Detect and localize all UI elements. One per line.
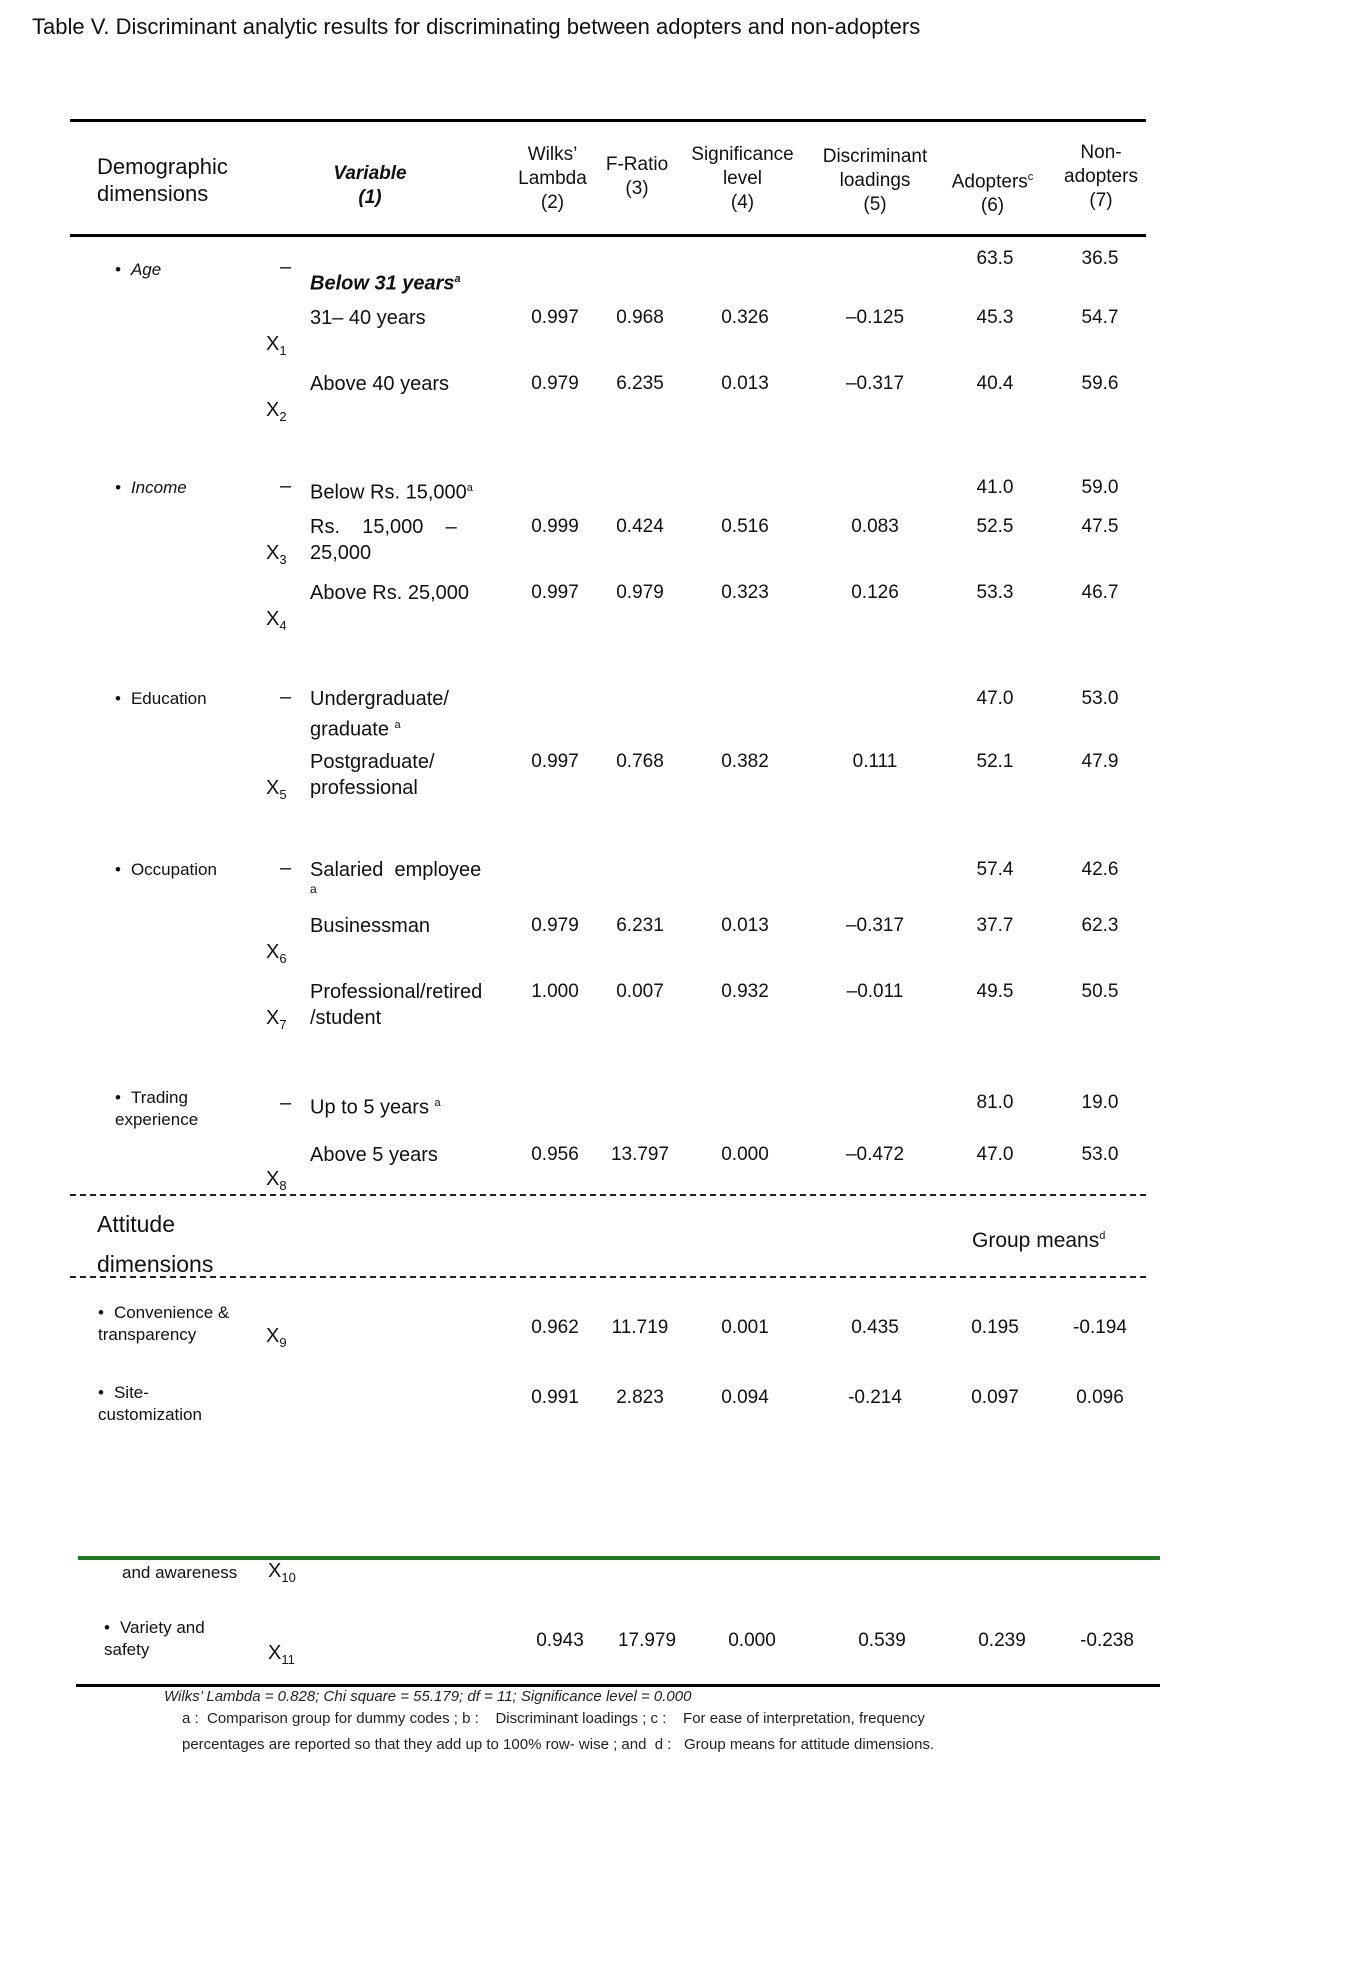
disc-cell: 0.083	[851, 516, 899, 537]
sig-cell: 0.326	[721, 307, 769, 328]
non-adopters-cell: 0.096	[1076, 1387, 1124, 1408]
f-cell: 0.424	[616, 516, 664, 537]
sig-cell: 0.323	[721, 582, 769, 603]
variable-label: Rs. 15,000 – 25,000	[310, 516, 457, 564]
table-title: Table V. Discriminant analytic results for discriminating between adopters and non-adopters	[32, 14, 921, 39]
footnote-stats: Wilks’ Lambda = 0.828; Chi square = 55.179; df = 11; Significance level = 0.000	[164, 1688, 692, 1705]
sig-cell: 0.382	[721, 751, 769, 772]
dimension-occupation: • Occupation	[115, 859, 217, 881]
dimension-education: • Education	[115, 688, 207, 710]
adopters-cell: 49.5	[976, 981, 1014, 1002]
adopters-cell: 57.4	[976, 859, 1014, 880]
dimension-age: • Age	[115, 259, 161, 281]
footnote-line-3: percentages are reported so that they add up to 100% row- wise ; and d : Group means for attitude dimensions.	[182, 1736, 935, 1753]
disc-cell: –0.317	[845, 915, 905, 936]
dimension-convenience: • Convenience & transparency	[98, 1302, 258, 1346]
x-label: $X_{10}$	[268, 1560, 296, 1585]
adopters-cell: 0.195	[971, 1317, 1019, 1338]
x-label: $X_1$	[266, 333, 287, 358]
x-label: $X_3$	[266, 542, 287, 567]
variable-label: Above 40 years	[310, 373, 449, 395]
variable-label: Above Rs. 25,000	[310, 582, 469, 604]
header-f-ratio: F-Ratio (3)	[605, 154, 669, 199]
header-wilks: Wilks’ Lambda (2)	[518, 144, 587, 213]
sig-cell: 0.932	[721, 981, 769, 1002]
non-adopters-cell: 19.0	[1081, 1092, 1119, 1113]
f-cell: 0.007	[616, 981, 664, 1002]
variable-label: Undergraduate/ graduate $^a$	[310, 688, 449, 741]
disc-cell: -0.214	[848, 1387, 902, 1408]
header-demographic: Demographic dimensions	[97, 154, 228, 206]
adopters-cell: 0.239	[978, 1630, 1026, 1651]
sig-cell: 0.000	[728, 1630, 776, 1651]
disc-cell: 0.111	[852, 751, 898, 772]
f-cell: 2.823	[616, 1387, 664, 1408]
variable-label: Businessman	[310, 915, 431, 937]
header-variable: Variable (1)	[333, 163, 407, 208]
header-rule	[70, 234, 1146, 237]
non-adopters-cell: 62.3	[1081, 915, 1119, 936]
wilks-cell: 0.962	[531, 1317, 579, 1338]
disc-cell: 0.435	[851, 1317, 899, 1338]
disc-cell: 0.539	[858, 1630, 906, 1651]
dimension-trading-experience: • Trading experience	[115, 1087, 255, 1131]
adopters-cell: 40.4	[976, 373, 1014, 394]
variable-label: Salaried employee a	[310, 859, 482, 896]
wilks-cell: 0.943	[536, 1630, 584, 1651]
header-discriminant: Discriminant loadings (5)	[822, 146, 928, 215]
sig-cell: 0.094	[721, 1387, 769, 1408]
non-adopters-cell: -0.194	[1073, 1317, 1127, 1338]
adopters-cell: 63.5	[976, 248, 1014, 269]
sig-cell: 0.013	[721, 915, 769, 936]
footnote-line-2: a : Comparison group for dummy codes ; b : Discriminant loadings ; c : For ease of interpretation, frequency	[182, 1710, 925, 1727]
variable-label: 31– 40 years	[310, 307, 426, 329]
non-adopters-cell: 47.5	[1081, 516, 1119, 537]
x-label: $X_{11}$	[268, 1642, 295, 1667]
x-label: $X_8$	[266, 1168, 287, 1193]
non-adopters-cell: 42.6	[1081, 859, 1119, 880]
bottom-rule	[76, 1684, 1160, 1687]
non-adopters-cell: 53.0	[1081, 688, 1119, 709]
wilks-cell: 0.979	[531, 915, 579, 936]
sig-cell: 0.516	[721, 516, 769, 537]
x-label: $X_2$	[266, 399, 287, 424]
adopters-cell: 37.7	[976, 915, 1014, 936]
dashed-rule-1	[70, 1194, 1146, 1196]
dash-mark: –	[280, 256, 292, 278]
non-adopters-cell: 59.0	[1081, 477, 1119, 498]
f-cell: 11.719	[611, 1317, 669, 1338]
dash-mark: –	[280, 857, 292, 879]
variable-label: Professional/retired /student	[310, 981, 483, 1029]
adopters-cell: 47.0	[976, 688, 1014, 709]
non-adopters-cell: 47.9	[1081, 751, 1119, 772]
non-adopters-cell: 36.5	[1081, 248, 1119, 269]
wilks-cell: 0.997	[531, 751, 579, 772]
variable-label: Above 5 years	[310, 1144, 438, 1166]
variable-label: Below Rs. 15,000$^a$	[310, 481, 473, 504]
top-rule	[70, 119, 1146, 122]
adopters-cell: 45.3	[976, 307, 1014, 328]
dash-mark: –	[280, 1092, 292, 1114]
f-cell: 6.235	[616, 373, 664, 394]
green-rule	[78, 1556, 1160, 1560]
dash-mark: –	[280, 686, 292, 708]
disc-cell: –0.011	[846, 981, 904, 1002]
non-adopters-cell: 50.5	[1081, 981, 1119, 1002]
non-adopters-cell: 46.7	[1081, 582, 1119, 603]
non-adopters-cell: 54.7	[1081, 307, 1119, 328]
disc-cell: 0.126	[851, 582, 899, 603]
group-means-label: Group means$^d$	[972, 1229, 1106, 1252]
variable-label: Up to 5 years $^a$	[310, 1096, 441, 1119]
wilks-cell: 0.997	[531, 582, 579, 603]
f-cell: 13.797	[610, 1144, 670, 1165]
f-cell: 0.968	[616, 307, 664, 328]
dimension-awareness: and awareness	[122, 1563, 238, 1582]
wilks-cell: 1.000	[531, 981, 579, 1002]
variable-label: Below 31 years$^a$	[310, 272, 461, 295]
disc-cell: –0.472	[845, 1144, 905, 1165]
sig-cell: 0.000	[721, 1144, 769, 1165]
dimension-variety-safety: • Variety and safety	[104, 1617, 244, 1661]
f-cell: 0.979	[616, 582, 664, 603]
adopters-cell: 0.097	[971, 1387, 1019, 1408]
adopters-cell: 53.3	[976, 582, 1014, 603]
adopters-cell: 81.0	[976, 1092, 1014, 1113]
f-cell: 17.979	[617, 1630, 677, 1651]
dimension-income: • Income	[115, 477, 187, 499]
wilks-cell: 0.991	[531, 1387, 579, 1408]
f-cell: 0.768	[616, 751, 664, 772]
adopters-cell: 52.1	[976, 751, 1014, 772]
wilks-cell: 0.997	[531, 307, 579, 328]
adopters-cell: 41.0	[976, 477, 1014, 498]
disc-cell: –0.125	[845, 307, 905, 328]
x-label: $X_7$	[266, 1007, 287, 1032]
sig-cell: 0.001	[721, 1317, 769, 1338]
header-non-adopters: Non-adopters (7)	[1064, 142, 1138, 211]
x-label: $X_9$	[266, 1325, 287, 1350]
wilks-cell: 0.999	[531, 516, 579, 537]
disc-cell: –0.317	[845, 373, 905, 394]
x-label: $X_6$	[266, 941, 287, 966]
header-adopters: Adopters$^c$ (6)	[951, 171, 1034, 217]
attitude-dimensions-title: Attitude dimensions	[97, 1211, 214, 1277]
non-adopters-cell: -0.238	[1080, 1630, 1134, 1651]
x-label: $X_4$	[266, 608, 287, 633]
sig-cell: 0.013	[721, 373, 769, 394]
non-adopters-cell: 53.0	[1081, 1144, 1119, 1165]
dimension-site-customization: • Site-customization	[98, 1382, 238, 1426]
variable-label: Postgraduate/ professional	[310, 751, 435, 799]
adopters-cell: 47.0	[976, 1144, 1014, 1165]
wilks-cell: 0.979	[531, 373, 579, 394]
adopters-cell: 52.5	[976, 516, 1014, 537]
wilks-cell: 0.956	[531, 1144, 579, 1165]
x-label: $X_5$	[266, 777, 287, 802]
header-significance: Significance level (4)	[691, 144, 794, 213]
f-cell: 6.231	[616, 915, 664, 936]
dash-mark: –	[280, 475, 292, 497]
non-adopters-cell: 59.6	[1081, 373, 1119, 394]
